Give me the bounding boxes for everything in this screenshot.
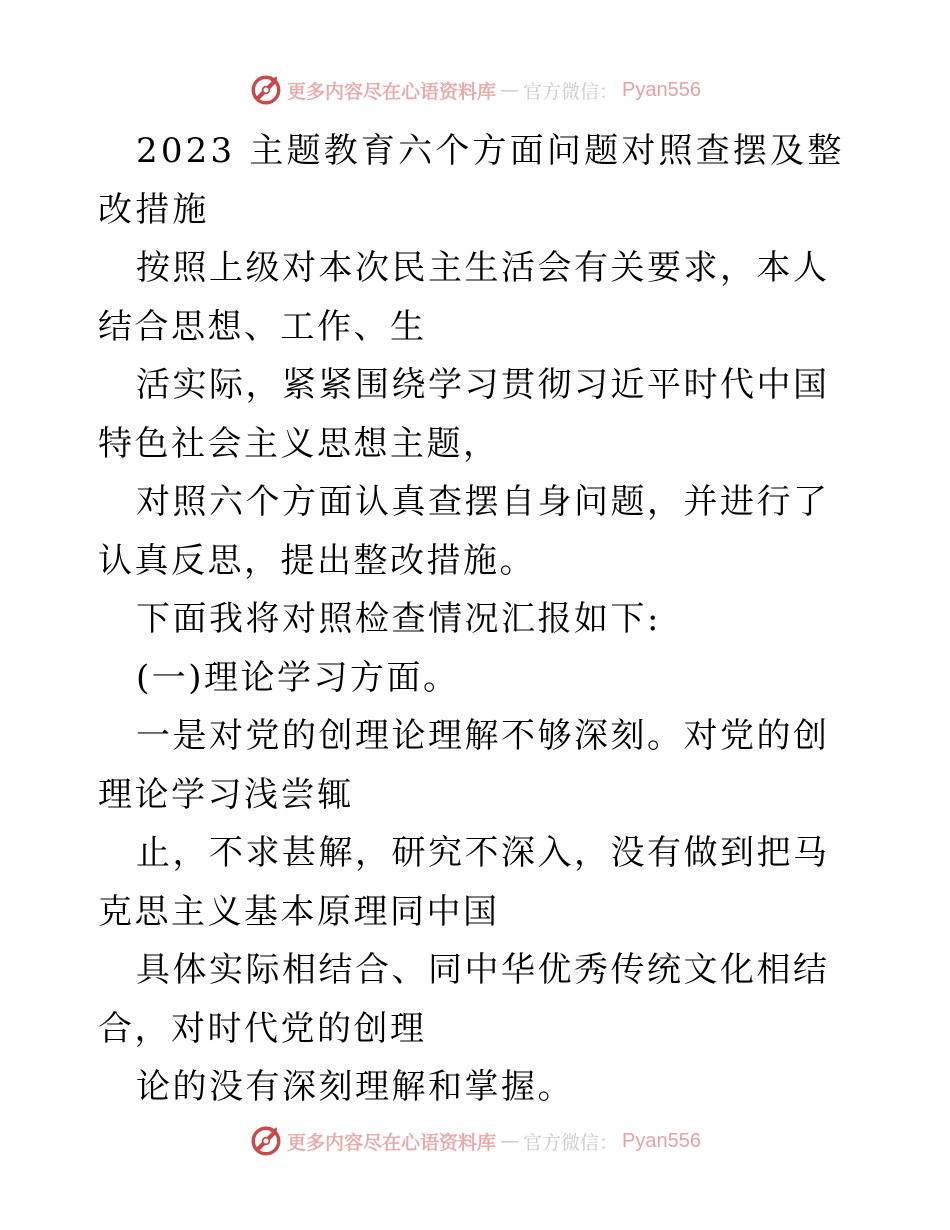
watermark-brand-text: 更多内容尽在心语资料库 — [287, 1131, 497, 1154]
paragraph-1: 按照上级对本次民主生活会有关要求，本人结合思想、工作、生 — [98, 248, 830, 347]
paragraph-6: 止，不求甚解，研究不深入，没有做到把马克思主义基本原理同中国 — [98, 833, 830, 932]
brand-logo-icon — [249, 1124, 283, 1158]
watermark-contact-label: 官方微信： — [523, 1131, 619, 1154]
brand-logo-icon — [249, 73, 283, 107]
paragraph-7: 具体实际相结合、同中华优秀传统文化相结合，对时代党的创理 — [98, 950, 830, 1049]
watermark-brand-text: 更多内容尽在心语资料库 — [287, 80, 497, 103]
paragraph-5: 一是对党的创理论理解不够深刻。对党的创理论学习浅尝辄 — [98, 716, 830, 815]
watermark-contact-label: 官方微信： — [523, 80, 619, 103]
document-body — [98, 122, 858, 1117]
paragraph-8: 论的没有深刻理解和掌握。 — [136, 1067, 574, 1107]
header-watermark — [0, 70, 950, 110]
section-heading: (一)理论学习方面。 — [136, 657, 460, 698]
paragraph-3: 对照六个方面认真查摆自身问题，并进行了认真反思，提出整改措施。 — [98, 482, 830, 581]
watermark-dash: — — [500, 79, 520, 101]
watermark-dash: — — [500, 1130, 520, 1152]
paragraph-2: 活实际，紧紧围绕学习贯彻习近平时代中国特色社会主义思想主题， — [98, 365, 830, 464]
document-title: 2023 主题教育六个方面问题对照查摆及整改措施 — [98, 131, 845, 230]
watermark-contact-id: Pyan556 — [622, 1129, 701, 1152]
watermark-contact-id: Pyan556 — [622, 78, 701, 101]
paragraph-4: 下面我将对照检查情况汇报如下: — [136, 599, 661, 639]
footer-watermark — [0, 1121, 950, 1161]
